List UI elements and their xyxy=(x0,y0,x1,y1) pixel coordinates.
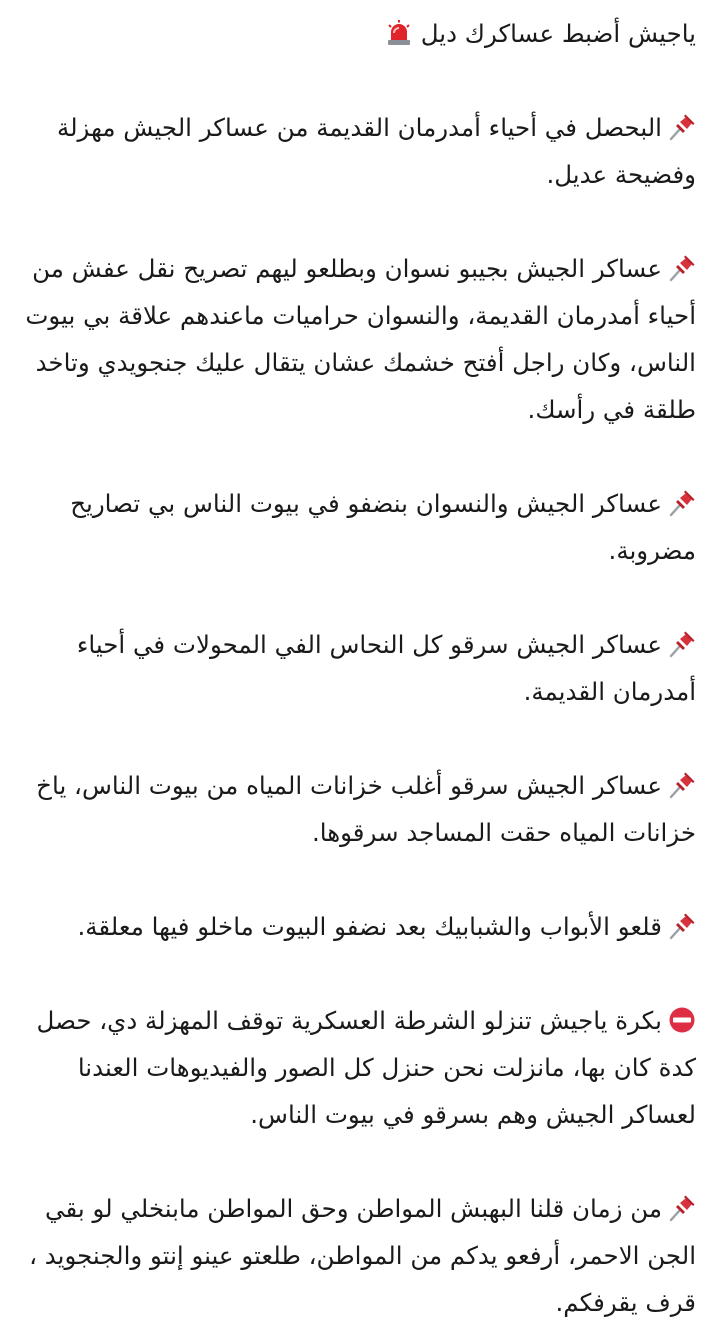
paragraph-text: عساكر الجيش بجيبو نسوان وبطلعو ليهم تصريح نقل عفش من أحياء أمدرمان القديمة، والنسوان حراميات ماعندهم علاقة بي بيوت الناس، وكان راجل أفتح خشمك عشان يتقال عليك جنجويدي وتاخد طلقة في رأسك. xyxy=(25,254,696,424)
paragraph-text: من زمان قلنا البهبش المواطن وحق المواطن مابنخلي لو بقي الجن الاحمر، أرفعو يدكم من المواطن، طلعتو عينو إنتو والجنجويد ، قرف يقرفكم. xyxy=(29,1194,696,1317)
paragraph-3 xyxy=(22,480,696,574)
headline-text: ياجيش أضبط عساكرك ديل xyxy=(420,19,696,48)
paragraph-4 xyxy=(22,621,696,715)
paragraph-2 xyxy=(22,245,696,433)
no-entry-icon xyxy=(668,1006,696,1034)
paragraph-text: عساكر الجيش سرقو أغلب خزانات المياه من بيوت الناس، ياخ خزانات المياه حقت المساجد سرقوها. xyxy=(36,771,696,847)
pushpin-icon xyxy=(668,489,696,517)
paragraph-7 xyxy=(22,997,696,1138)
headline xyxy=(22,10,696,57)
pushpin-icon xyxy=(668,1194,696,1222)
paragraph-text: عساكر الجيش والنسوان بنضفو في بيوت الناس بي تصاريح مضروبة. xyxy=(70,489,696,565)
paragraph-text: عساكر الجيش سرقو كل النحاس الفي المحولات في أحياء أمدرمان القديمة. xyxy=(76,630,696,706)
paragraph-6 xyxy=(22,903,696,950)
paragraph-text: بكرة ياجيش تنزلو الشرطة العسكرية توقف المهزلة دي، حصل كدة كان بها، مانزلت نحن حنزل كل الصور والفيديوهات العندنا لعساكر الجيش وهم بسرقو في بيوت الناس. xyxy=(36,1006,696,1129)
paragraph-text: البحصل في أحياء أمدرمان القديمة من عساكر الجيش مهزلة وفضيحة عديل. xyxy=(56,113,696,189)
police-siren-icon xyxy=(385,19,413,47)
pushpin-icon xyxy=(668,771,696,799)
paragraph-8 xyxy=(22,1185,696,1326)
pushpin-icon xyxy=(668,912,696,940)
paragraph-1 xyxy=(22,104,696,198)
pushpin-icon xyxy=(668,113,696,141)
pushpin-icon xyxy=(668,254,696,282)
pushpin-icon xyxy=(668,630,696,658)
paragraph-text: قلعو الأبواب والشبابيك بعد نضفو البيوت ماخلو فيها معلقة. xyxy=(77,912,662,941)
paragraph-5 xyxy=(22,762,696,856)
